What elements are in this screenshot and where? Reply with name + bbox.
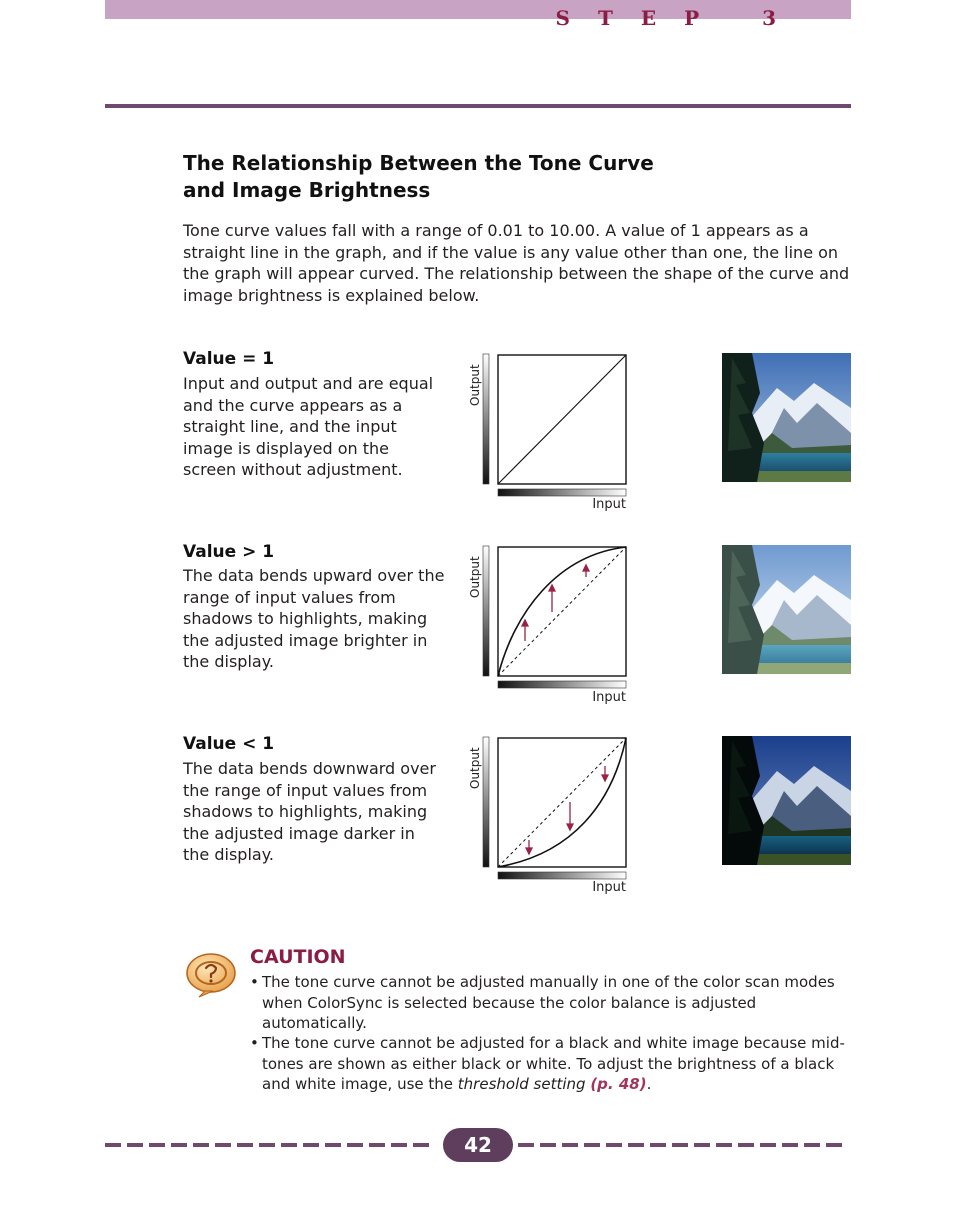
footer-dash [259, 1143, 275, 1147]
tone-curve-graph-downward [462, 734, 634, 896]
footer-dash [562, 1143, 578, 1147]
caution-bullet-2-text: The tone curve cannot be adjusted for a black and white image because mid-tones are shown as either black or white. To adjust the brightness of a black and white image, use the [262, 1034, 845, 1093]
footer-dash [369, 1143, 385, 1147]
footer-dash [804, 1143, 820, 1147]
output-gradient-bar [483, 546, 489, 676]
footer-dash [303, 1143, 319, 1147]
footer-dash [716, 1143, 732, 1147]
input-gradient-bar [498, 489, 626, 496]
output-axis-label: Output [468, 364, 482, 406]
output-axis-label: Output [468, 747, 482, 789]
footer-dash [540, 1143, 556, 1147]
footer-dash [391, 1143, 407, 1147]
title-line-2: and Image Brightness [183, 178, 431, 202]
footer-dash [694, 1143, 710, 1147]
step-label: STEP 3 [555, 6, 804, 30]
footer-dash [606, 1143, 622, 1147]
footer-dash [628, 1143, 644, 1147]
footer-dash [127, 1143, 143, 1147]
page-number: 42 [443, 1128, 513, 1162]
intro-paragraph: Tone curve values fall with a range of 0.01 to 10.00. A value of 1 appears as a straight line in the graph, and if the value is any value other than one, the line on the graph will appear curved. The relationship between the shape of the curve and image brightness is explained below. [183, 221, 850, 305]
footer-dash [237, 1143, 253, 1147]
section-title [183, 150, 703, 204]
footer-dash [782, 1143, 798, 1147]
footer-dash [105, 1143, 121, 1147]
caution-bullet-1-text: The tone curve cannot be adjusted manually in one of the color scan modes when ColorSync is selected because the color balance is adjusted automatically. [262, 973, 835, 1032]
footer-dash [760, 1143, 776, 1147]
footer-dash [215, 1143, 231, 1147]
output-axis-label: Output [468, 556, 482, 598]
footer-dash [281, 1143, 297, 1147]
footer-dash [149, 1143, 165, 1147]
sample-photo-brighter [722, 545, 851, 674]
bullet-dot: • [250, 1034, 259, 1052]
output-gradient-bar [483, 354, 489, 484]
input-axis-label: Input [592, 497, 626, 512]
input-axis-label: Input [592, 880, 626, 895]
footer-dash [413, 1143, 429, 1147]
footer-dash [584, 1143, 600, 1147]
footer-dash [193, 1143, 209, 1147]
sample-photo-darker [722, 736, 851, 865]
value-greater-heading: Value > 1 [183, 542, 275, 562]
threshold-setting-term: threshold setting [457, 1075, 586, 1093]
input-axis-label: Input [592, 690, 626, 705]
input-gradient-bar [498, 872, 626, 879]
value-equal-heading: Value = 1 [183, 349, 275, 369]
sample-photo-normal [722, 353, 851, 482]
caution-bullet-2-end: . [646, 1075, 652, 1093]
tone-curve-graph-upward [462, 543, 634, 705]
footer-dash [171, 1143, 187, 1147]
header-rule [105, 104, 851, 108]
bullet-dot: • [250, 973, 259, 991]
input-gradient-bar [498, 681, 626, 688]
footer-dash [826, 1143, 842, 1147]
caution-title: CAUTION [250, 946, 346, 968]
title-line-1: The Relationship Between the Tone Curve [183, 151, 654, 175]
tone-curve-graph-straight [462, 351, 634, 513]
footer-dash [518, 1143, 534, 1147]
output-gradient-bar [483, 737, 489, 867]
footer-dash [650, 1143, 666, 1147]
caution-bullet-1 [250, 972, 858, 1034]
caution-bullet-2 [250, 1033, 858, 1095]
value-equal-text: Input and output and are equal and the curve appears as a straight line, and the input image is displayed on the screen without adjustment. [183, 374, 434, 479]
caution-speech-bubble-icon [185, 952, 237, 998]
footer-dash [738, 1143, 754, 1147]
value-greater-text: The data bends upward over the range of input values from shadows to highlights, making the adjusted image brighter in the display. [183, 566, 445, 671]
footer-dash [347, 1143, 363, 1147]
value-less-heading: Value < 1 [183, 734, 275, 754]
value-less-text: The data bends downward over the range of input values from shadows to highlights, making the adjusted image darker in the display. [183, 759, 436, 864]
footer-dash [325, 1143, 341, 1147]
page-48-link[interactable]: (p. 48) [590, 1075, 647, 1093]
footer-dash [672, 1143, 688, 1147]
